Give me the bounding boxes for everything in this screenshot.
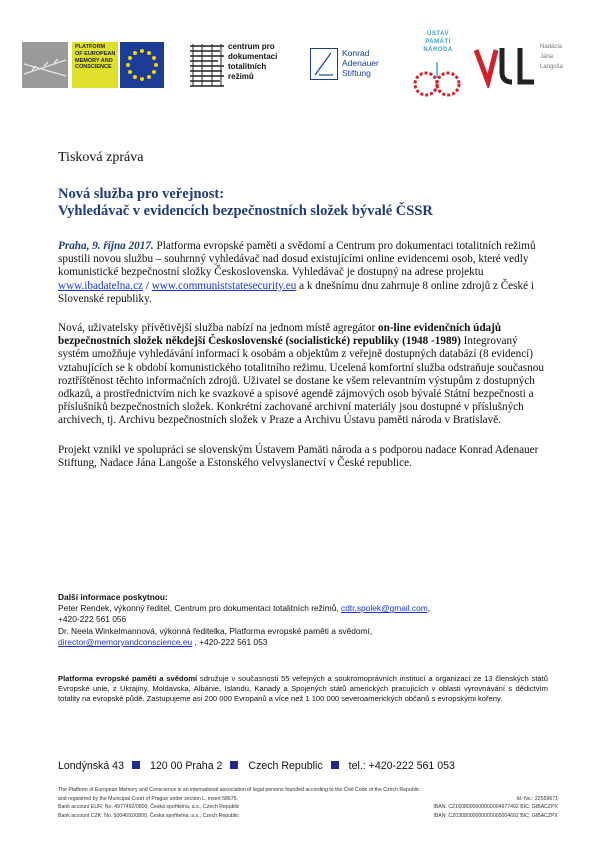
legal-line-4: Bank account CZK: No. 5004692/0800, Česká spořitelna, a.s., Czech Republic IBAN: CZ0308000000000005004692 BIC: GIBACZPX <box>58 812 558 819</box>
ibadatelna-link[interactable]: www.ibadatelna.cz <box>58 279 144 292</box>
footer-city: 120 00 Praha 2 <box>149 760 223 772</box>
square-bullet-icon <box>331 761 339 769</box>
platform-logo-text: PLATFORM OF EUROPEAN MEMORY AND CONSCIENCE <box>72 42 118 88</box>
contact-rendek-phone: +420-222 561 056 <box>58 614 127 625</box>
footer-street: Londýnská 43 <box>58 760 124 772</box>
eu-stars-logo <box>120 42 164 88</box>
communiststatesecurity-link[interactable]: www.communiststatesecurity.eu <box>151 279 297 292</box>
contacts-heading: Další informace poskytnou: <box>58 592 168 602</box>
platform-barbed-wire-logo <box>22 42 68 88</box>
square-bullet-icon <box>132 761 140 769</box>
press-release-body <box>58 150 548 470</box>
nadacia-logo-text: Nadácia Jána Langoša <box>540 44 564 70</box>
legal-line-1: The Platform of European Memory and Conscience is an international association of legal persons founded according to the Civil Code of the Czech Republic <box>58 787 420 793</box>
headline-line-1: Nová služba pro veřejnost: <box>58 186 225 202</box>
cdtr-email-link[interactable]: cdtr.spolek@gmail.com <box>341 603 428 614</box>
contact-winkelmannova: Dr. Neela Winkelmannová, výkonná ředitelka, Platforma evropské paměti a svědomí, <box>58 625 373 636</box>
legal-line-2: and registered by the Municipal Court of Prague under section L, insert 58675. Id.-No.: 22559671 <box>58 795 558 802</box>
square-bullet-icon <box>230 761 238 769</box>
logo-header <box>0 0 600 120</box>
contact-winkelmannova-email-line: director@memoryandconscience.eu , +420-222 561 053 <box>58 636 268 647</box>
footer-country: Czech Republic <box>248 760 323 772</box>
project-paragraph: Projekt vznikl ve spolupráci se slovenským Ústavem Pamäti národa a s podporou nadace Konrad Adenauer Stiftung, Nadace Jána Langoše a Estonského velvyslanectví v České republice. <box>58 443 539 469</box>
footer-address <box>58 760 578 772</box>
headline-line-2: Vyhledávač v evidencích bezpečnostních složek bývalé ČSSR <box>58 203 433 219</box>
document-type: Tisková zpráva <box>58 150 144 165</box>
about-platform: Platforma evropské paměti a svědomí sdružuje v současnosti 55 veřejných a soukromoprávních institucí a organizací ze 13 členských států Evropské unie, z Ukrajiny, Moldavska, Albánie, Islandu, Kanady a Spojených států amerických pracujících v oblasti vyrovnávání s dědictvím totality na evropské půdě. Zastupujeme asi 200 000 Evropanů a více než 1 100 000 severoamerických občanů s evropskými kořeny. <box>58 674 548 704</box>
cdtr-logo-text: centrum pro dokumentaci totalitních režimů <box>228 42 278 81</box>
headline <box>58 186 548 220</box>
upn-logo-text: ÚSTAV PAMÄTI NÁRODA <box>423 31 453 53</box>
legal-footer <box>58 786 558 820</box>
contact-rendek: Peter Rendek, výkonný ředitel, Centrum pro dokumentaci totalitních režimů, cdtr.spolek@gmail.com, <box>58 603 431 614</box>
lead-paragraph: Praha, 9. října 2017. Platforma evropské paměti a svědomí a Centrum pro dokumentaci totalitních režimů spustili novou službu – souhrnný vyhledávač nad dosud existujícími online evidencemi osob, které vedly komunistické bezpečnostní složky Československa. Vyhledávač je dostupný na adrese projektu www.ibadatelna.cz / www.communiststatesecurity.eu a k dnešnímu dnu zahrnuje 8 online zdrojů z České i Slovenské republiky. <box>58 240 536 305</box>
nadacia-logo-mark <box>474 42 536 88</box>
footer-phone: tel.: +420-222 561 053 <box>348 760 455 772</box>
cdtr-document-icon <box>188 42 226 88</box>
director-email-link[interactable]: director@memoryandconscience.eu <box>58 636 193 647</box>
kas-logo-mark <box>310 48 338 80</box>
contacts-block <box>58 592 558 648</box>
upn-flower-logo <box>412 60 462 102</box>
kas-logo-text: Konrad Adenauer Stiftung <box>342 48 379 78</box>
legal-line-3: Bank account EUR: No. 4977492/0800, Česká spořitelna, a.s., Czech Republic IBAN: CZ1608000000000004977492 BIC: GIBACZPX <box>58 804 558 811</box>
dateline: Praha, 9. října 2017. <box>58 240 154 252</box>
description-paragraph: Nová, uživatelsky přívětivější služba nabízí na jednom místě agregátor on-line evidenčních údajů bezpečnostních složek někdejší Československé (socialistické) republiky (1948 -1989) Integrovaný systém umožňuje vyhledávání informací k osobám a objektům z veřejně dostupných databází (8 evidencí) vztahujících se k období komunistického totalitního režimu. Ucelená komfortní služba odstraňuje současnou roztříštěnost těchto informačních zdrojů. Uživatel se dostane ke všem relevantním výstupům z dostupných odkazů, a prostřednictvím nich ke svazkové a spisové agendě zájmových osob bývalé Státní bezpečnosti a příslušníků bezpečnostních složek. Konkrétní zachované archivní materiály jsou dostupné v příslušných archivech, tj. Archivu bezpečnostních složek v Praze a Archivu Ústavu paměti národa v Bratislavě. <box>58 322 544 427</box>
